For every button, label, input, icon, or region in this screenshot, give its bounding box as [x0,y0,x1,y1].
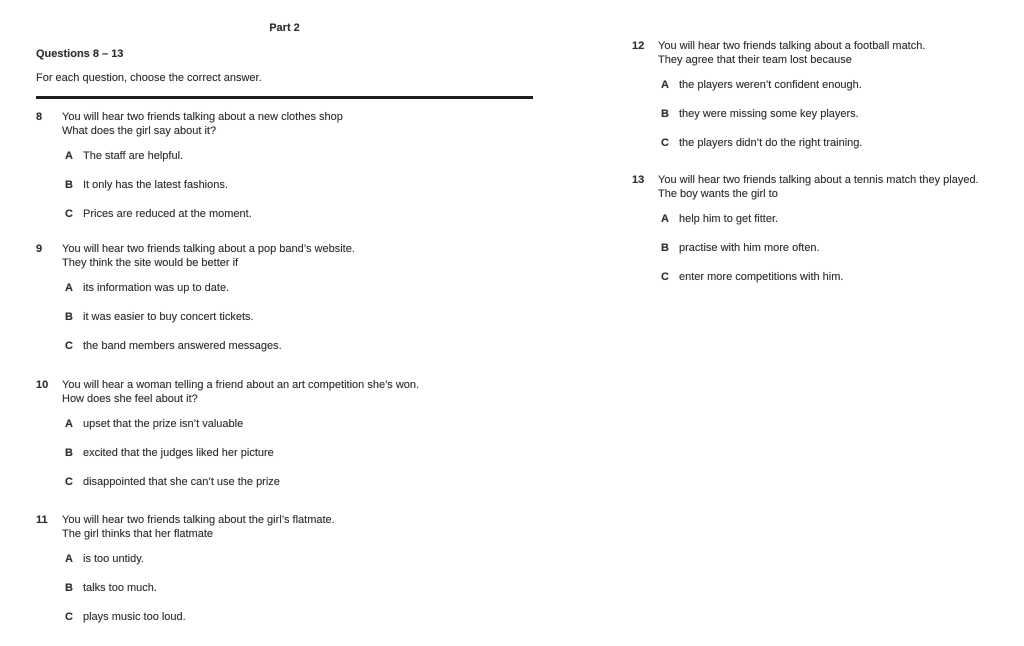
option-letter: C [661,271,669,283]
question-number: 10 [36,379,49,391]
option-text: talks too much. [83,582,157,594]
option-text: Prices are reduced at the moment. [83,208,252,220]
option-c [62,610,536,624]
option-letter: C [65,208,73,220]
question-13 [632,173,1012,284]
option-text: the players weren’t confident enough. [679,79,862,91]
option-c [658,270,1012,284]
question-stem-line2: They think the site would be better if [62,257,239,269]
option-letter: C [65,476,73,488]
option-b [658,107,1012,121]
option-letter: B [65,179,73,191]
question-stem-line1: You will hear two friends talking about a football match. [658,40,926,52]
option-text: upset that the prize isn’t valuable [83,418,244,430]
option-text: its information was up to date. [83,282,230,294]
instruction-text: For each question, choose the correct answer. [36,72,262,84]
option-text: they were missing some key players. [679,108,859,120]
option-a [62,417,536,431]
question-stem-line1: You will hear two friends talking about the girl’s flatmate. [62,514,335,526]
question-stem-line2: What does the girl say about it? [62,125,217,137]
option-letter: A [65,418,73,430]
question-stem-line1: You will hear two friends talking about a pop band’s website. [62,243,355,255]
question-number: 12 [632,40,645,52]
option-text: help him to get fitter. [679,213,779,225]
option-letter: B [661,242,669,254]
option-a [62,552,536,566]
option-letter: C [65,611,73,623]
option-a [658,78,1012,92]
option-text: plays music too loud. [83,611,186,623]
question-stem-line1: You will hear a woman telling a friend about an art competition she’s won. [62,379,420,391]
option-b [62,446,536,460]
question-stem-line1: You will hear two friends talking about a new clothes shop [62,111,343,123]
question-9 [36,242,536,353]
question-number: 11 [36,514,48,526]
option-text: is too untidy. [83,553,144,565]
question-stem-line1: You will hear two friends talking about a tennis match they played. [658,174,979,186]
option-letter: A [661,213,669,225]
option-text: disappointed that she can’t use the prize [83,476,280,488]
question-body [62,110,536,221]
question-10 [36,378,536,489]
part-title: Part 2 [269,22,300,34]
option-letter: B [65,582,73,594]
option-letter: B [65,447,73,459]
option-text: practise with him more often. [679,242,820,254]
question-body [62,513,536,624]
question-stem-line2: The girl thinks that her flatmate [62,528,214,540]
option-letter: A [65,150,73,162]
option-letter: A [65,553,73,565]
option-c [62,339,536,353]
option-text: The staff are helpful. [83,150,184,162]
question-stem-line2: They agree that their team lost because [658,54,852,66]
option-text: the band members answered messages. [83,340,282,352]
option-letter: A [661,79,669,91]
option-b [62,581,536,595]
question-body [62,242,536,353]
question-stem-line2: The boy wants the girl to [658,188,778,200]
option-text: enter more competitions with him. [679,271,844,283]
option-b [62,310,536,324]
question-12 [632,39,1012,150]
question-11 [36,513,536,624]
section-title: Questions 8 – 13 [36,48,124,60]
section-divider [36,96,533,99]
option-a [62,149,536,163]
option-c [62,207,536,221]
option-letter: C [661,137,669,149]
question-body [658,173,1012,284]
option-a [658,212,1012,226]
option-text: It only has the latest fashions. [83,179,228,191]
option-letter: B [661,108,669,120]
option-letter: C [65,340,73,352]
question-stem-line2: How does she feel about it? [62,393,198,405]
option-text: it was easier to buy concert tickets. [83,311,254,323]
option-b [658,241,1012,255]
option-letter: A [65,282,73,294]
option-letter: B [65,311,73,323]
question-body [62,378,536,489]
option-text: excited that the judges liked her picture [83,447,274,459]
question-number: 13 [632,174,645,186]
question-8 [36,110,536,221]
question-body [658,39,1012,150]
option-text: the players didn’t do the right training. [679,137,863,149]
option-b [62,178,536,192]
question-number: 8 [36,111,43,123]
option-c [62,475,536,489]
question-number: 9 [36,243,43,255]
option-c [658,136,1012,150]
option-a [62,281,536,295]
